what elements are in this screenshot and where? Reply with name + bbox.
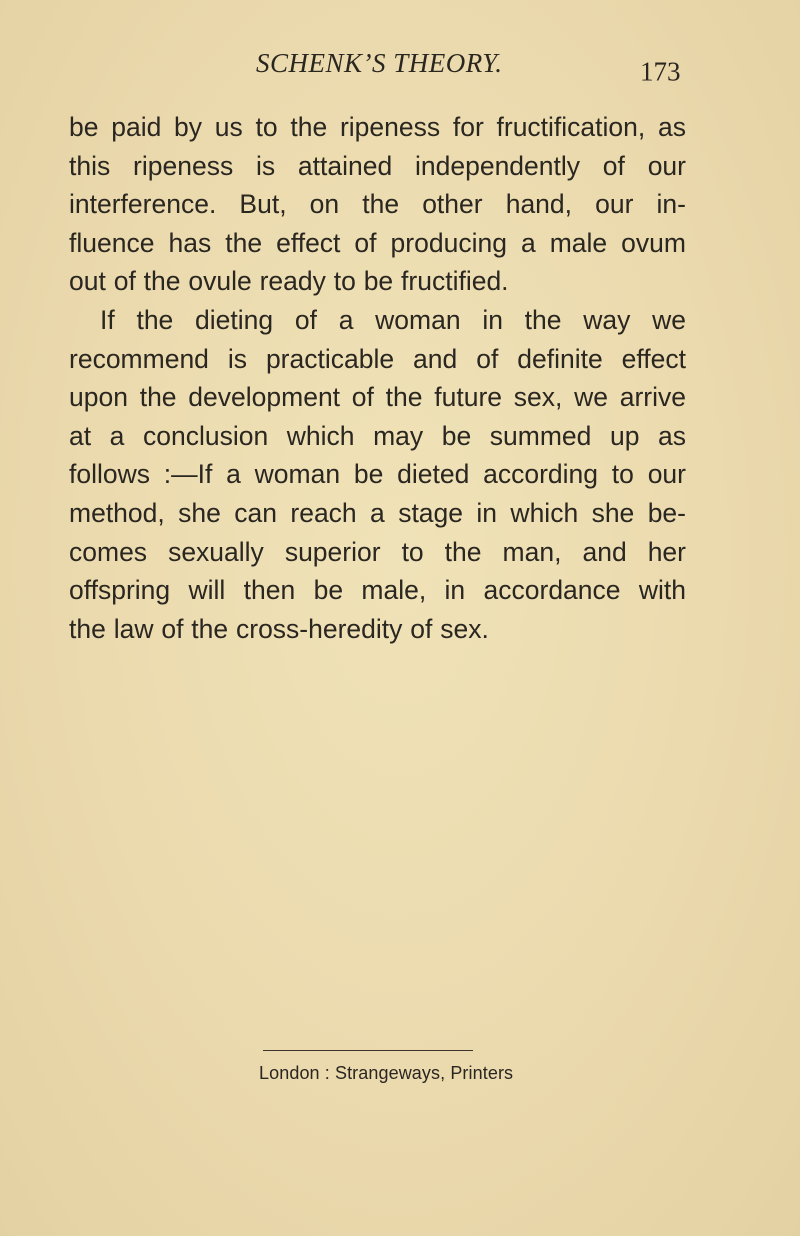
text-line: recommend is practicable and of definite effect — [69, 343, 686, 374]
text-line: method, she can reach a stage in which she be- — [69, 497, 686, 528]
text-line: fluence has the effect of producing a male ovum — [69, 227, 686, 258]
text-line: follows :—If a woman be dieted according to our — [69, 459, 686, 490]
text-line: this ripeness is attained independently of our — [69, 150, 686, 181]
text-line: out of the ovule ready to be fructified. — [69, 266, 509, 297]
text-line: comes sexually superior to the man, and her — [69, 536, 686, 567]
body-text — [69, 108, 686, 648]
imprint-rule — [263, 1050, 473, 1051]
text-line: upon the development of the future sex, we arrive — [69, 382, 686, 413]
text-line: interference. But, on the other hand, our in- — [69, 189, 686, 220]
text-line: the law of the cross-heredity of sex. — [69, 613, 489, 644]
running-head-title: SCHENK’S THEORY. — [256, 48, 503, 78]
text-line: If the dieting of a woman in the way we — [100, 304, 686, 335]
page-number: 173 — [640, 56, 681, 87]
text-line: be paid by us to the ripeness for fructification, as — [69, 112, 686, 142]
text-line: at a conclusion which may be summed up as — [69, 420, 686, 451]
text-line: offspring will then be male, in accordance with — [69, 575, 686, 606]
printer-imprint: London : Strangeways, Printers — [259, 1063, 514, 1083]
